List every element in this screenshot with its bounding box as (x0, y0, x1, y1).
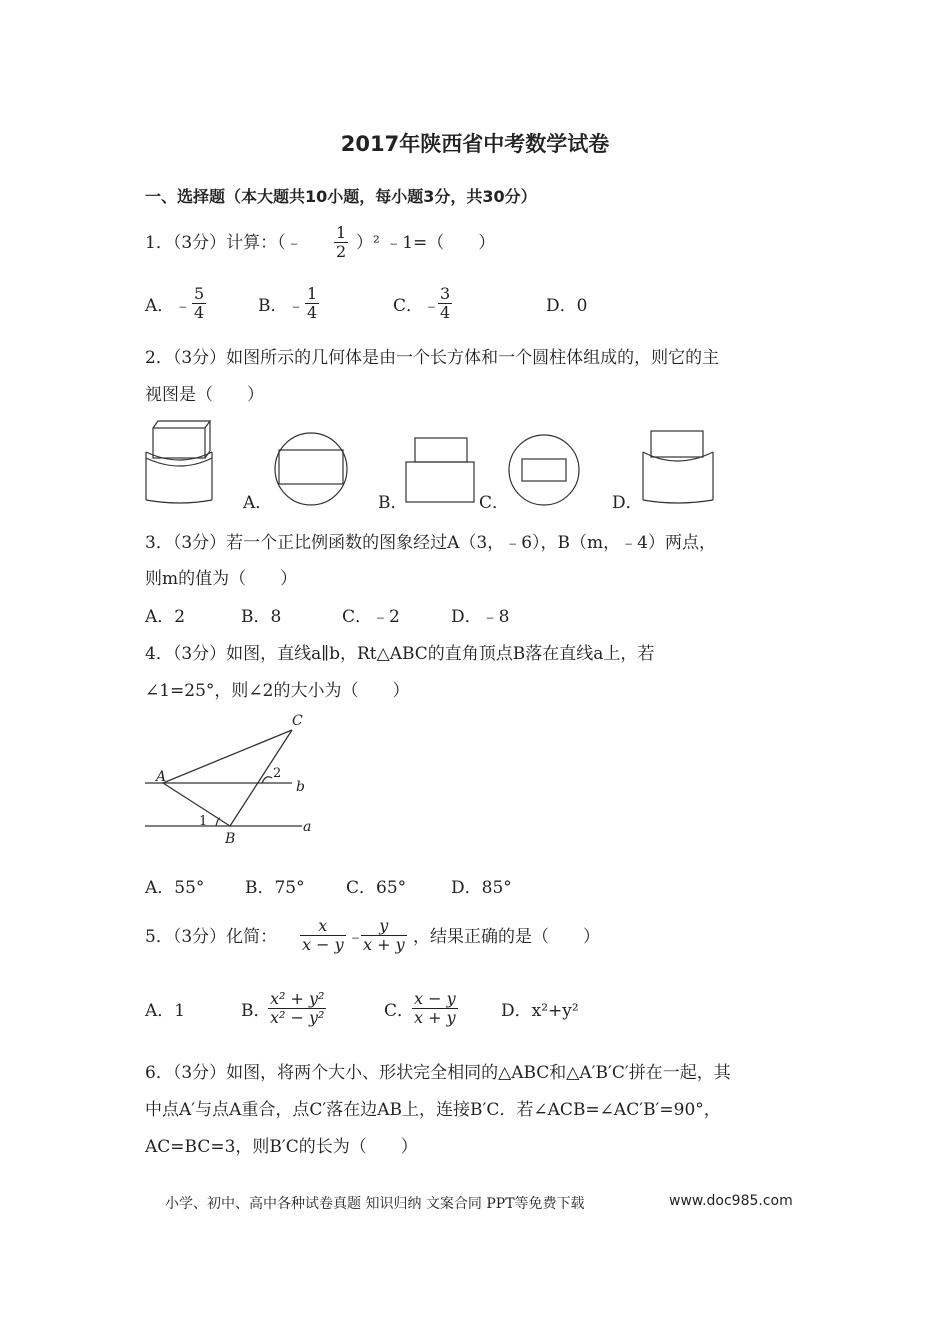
q5-stem-pre: 5．（3分）化简： (145, 927, 278, 947)
q5-option-c: C． (384, 1001, 415, 1021)
q1-option-b: B．﹣ (258, 296, 305, 316)
q5-option-a: A．1 (145, 1001, 186, 1021)
q4-option-c: C．65° (346, 878, 407, 898)
q4-label-b: b (296, 779, 305, 795)
section-heading: 一、选择题（本大题共10小题，每小题3分，共30分） (145, 187, 537, 206)
q3-line1: 3．（3分）若一个正比例函数的图象经过A（3，﹣6），B（m，﹣4）两点， (145, 533, 716, 553)
q4-label-B: B (225, 831, 236, 847)
q4-line1: 4．（3分）如图，直线a∥b，Rt△ABC的直角顶点B落在直线a上，若 (145, 644, 655, 664)
q1-option-a: A．﹣ (145, 296, 192, 316)
q4-angle-2: 2 (273, 766, 282, 781)
q1-option-a-fraction: $\frac{5}{4}$ (194, 284, 205, 322)
q6-line1: 6．（3分）如图，将两个大小、形状完全相同的△ABC和△A′B′C′拼在一起，其 (145, 1063, 731, 1083)
q4-angle-1: 1 (199, 814, 208, 829)
footer-link[interactable]: www.doc985.com (669, 1193, 793, 1209)
q5-option-b: B． (241, 1001, 271, 1021)
q5-fraction-1: $\frac{x}{x - y}$ (302, 916, 344, 954)
q4-label-C: C (292, 713, 303, 729)
q1-stem-fraction: $\frac{1}{2}$ (336, 223, 347, 261)
q2-line1: 2．（3分）如图所示的几何体是由一个长方体和一个圆柱体组成的，则它的主 (145, 348, 720, 368)
q1-option-c-fraction: $\frac{3}{4}$ (440, 284, 451, 322)
page-title: 2017年陕西省中考数学试卷 (340, 132, 610, 156)
q4-option-a: A．55° (145, 878, 205, 898)
footer-text: 小学、初中、高中各种试卷真题 知识归纳 文案合同 PPT等免费下载 (165, 1196, 585, 1212)
q4-option-d: D．85° (451, 878, 512, 898)
q4-label-a: a (303, 819, 312, 835)
q2-line2: 视图是（ ） (145, 385, 264, 405)
q5-option-b-fraction: $\frac{\text{x² + y²}}{\text{x² − y²}}$ (270, 989, 325, 1027)
q6-line2: 中点A′与点A重合，点C′落在边AB上，连接B′C．若∠ACB=∠AC′B′=90°， (145, 1100, 721, 1120)
q4-option-b: B．75° (245, 878, 305, 898)
q5-stem-post: ，结果正确的是（ ） (413, 927, 600, 947)
q1-stem-pre: 1．（3分）计算：（﹣ (145, 233, 303, 253)
q6-line3: AC=BC=3，则B′C的长为（ ） (145, 1137, 418, 1157)
q2-label-c: C． (479, 493, 510, 513)
q3-line2: 则m的值为（ ） (145, 569, 298, 589)
q2-label-d: D． (612, 493, 643, 513)
q4-label-A: A (156, 769, 167, 785)
q2-label-b: B． (378, 493, 408, 513)
q1-option-b-fraction: $\frac{1}{4}$ (307, 284, 318, 322)
q3-option-d: D．﹣8 (451, 607, 510, 627)
q5-minus: ﹣ (347, 927, 364, 947)
q3-option-b: B．8 (241, 607, 282, 627)
q2-label-a: A． (243, 493, 273, 513)
q1-option-d: D．0 (546, 296, 588, 316)
q4-line2: ∠1=25°，则∠2的大小为（ ） (145, 681, 410, 701)
q5-option-d: D．x²+y² (501, 1001, 579, 1021)
q5-fraction-2: $\frac{y}{x + y}$ (363, 916, 405, 954)
q5-option-c-fraction: $\frac{x - y}{x + y}$ (414, 989, 456, 1027)
q1-stem-post: ）² ﹣1=（ ） (356, 233, 496, 253)
q3-option-a: A．2 (145, 607, 186, 627)
q3-option-c: C．﹣2 (342, 607, 400, 627)
q1-option-c: C．﹣ (393, 296, 441, 316)
